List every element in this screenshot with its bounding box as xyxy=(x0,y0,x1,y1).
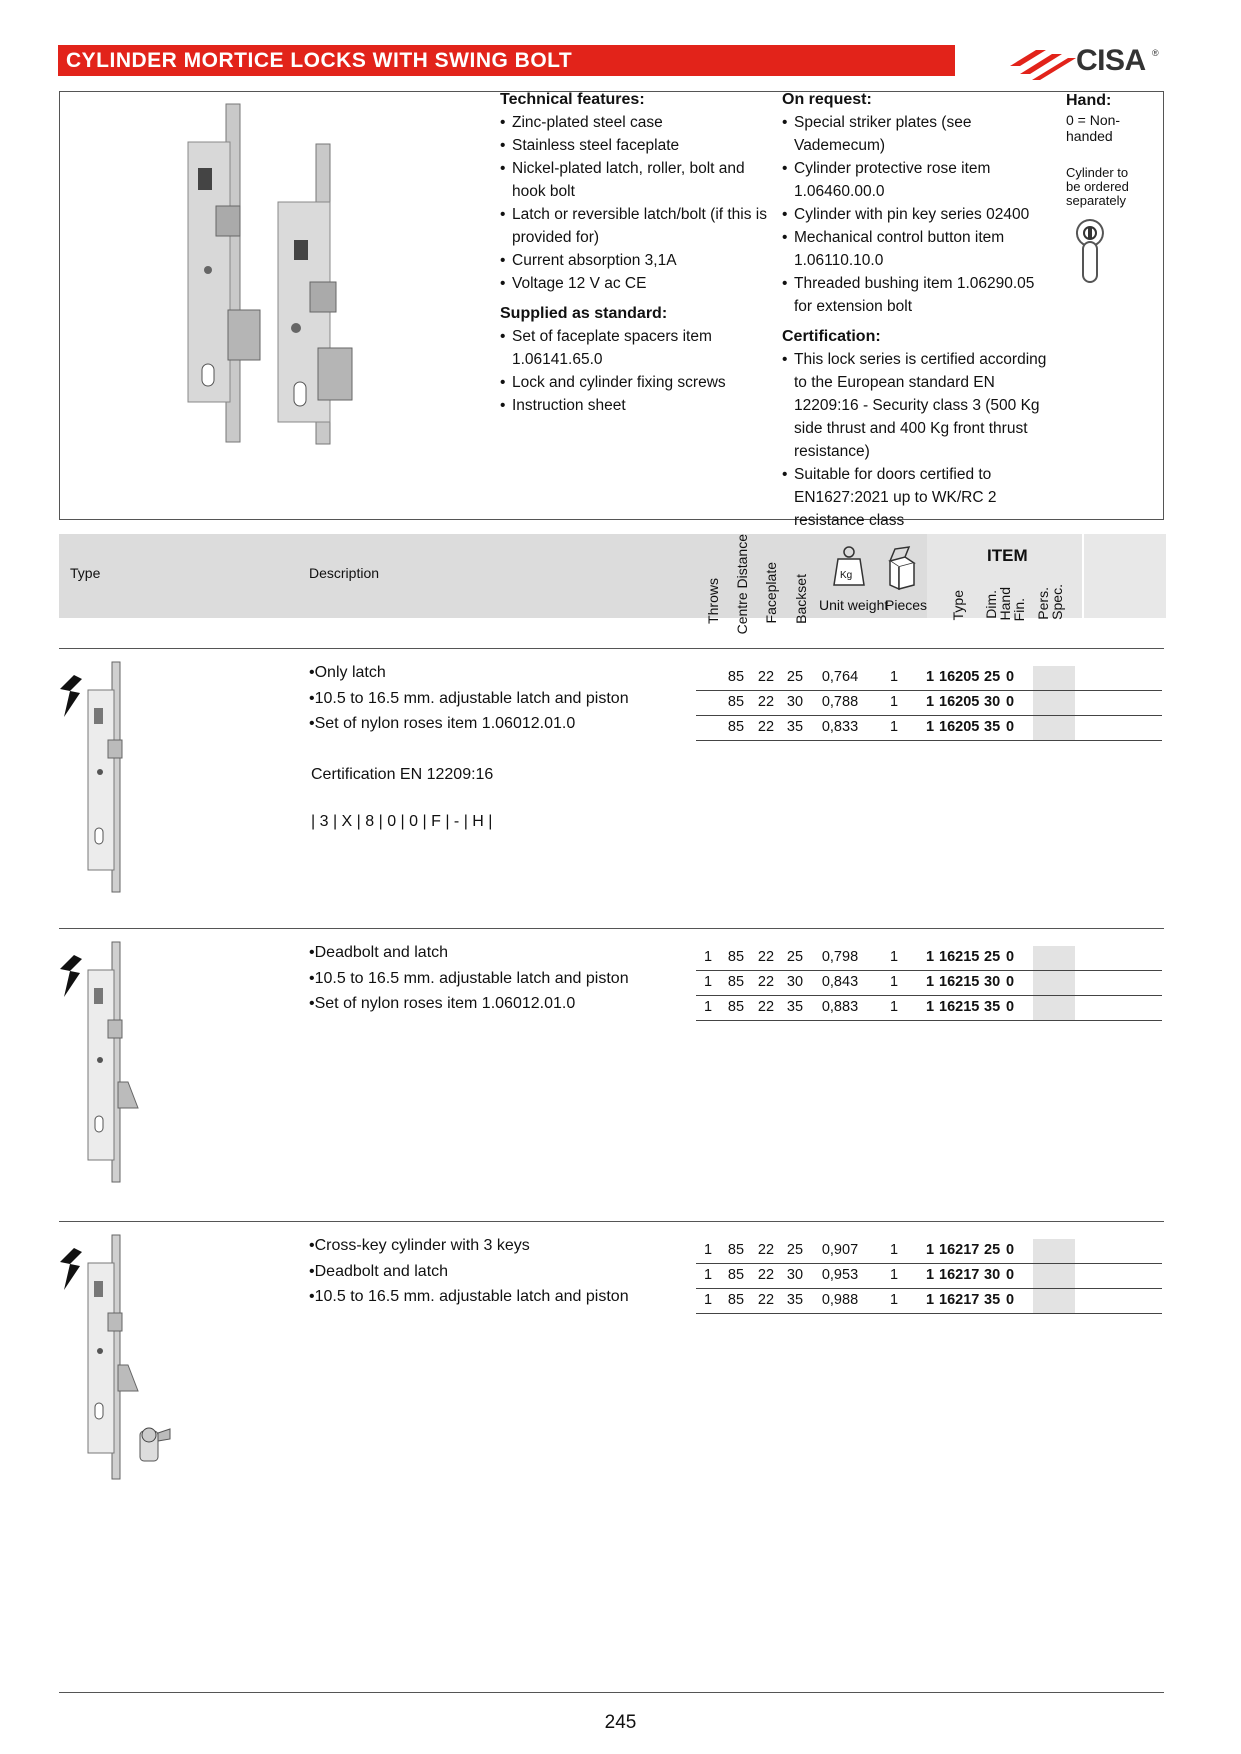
item-fin-cell: 0 xyxy=(1006,949,1015,965)
item-type-cell: 1 xyxy=(926,694,935,710)
faceplate-cell: 22 xyxy=(757,1242,775,1258)
centre-cell: 85 xyxy=(727,949,745,965)
feature-item: • Zinc-plated steel case xyxy=(500,111,770,134)
item-code-cell: 16205 xyxy=(939,669,980,685)
request-item: • Special striker plates (see Vademecum) xyxy=(782,111,1054,157)
throws-cell: 1 xyxy=(703,999,713,1015)
backset-header: Backset xyxy=(793,574,809,624)
item-type-header: Type xyxy=(950,590,966,621)
row-divider xyxy=(696,1263,1162,1264)
weight-cell: 0,883 xyxy=(821,999,859,1015)
product-bullet: • Only latch xyxy=(309,660,709,686)
pieces-cell: 1 xyxy=(889,949,899,965)
product-bullet: • Deadbolt and latch xyxy=(309,1259,709,1285)
item-code-cell: 16215 xyxy=(939,999,980,1015)
item-code-cell: 16217 xyxy=(939,1267,980,1283)
standard-item: • Lock and cylinder fixing screws xyxy=(500,371,770,394)
lock-image-cross-key xyxy=(82,1233,172,1483)
item-type-cell: 1 xyxy=(926,974,935,990)
product-bullet: • Deadbolt and latch xyxy=(309,940,709,966)
lock-image-deadbolt-latch xyxy=(82,940,142,1185)
row-divider xyxy=(696,1288,1162,1289)
centre-cell: 85 xyxy=(727,669,745,685)
item-dim-cell: 35 xyxy=(984,1292,1001,1308)
hand-value: 0 = Non-handed xyxy=(1066,112,1121,144)
pieces-header: Pieces xyxy=(885,597,928,613)
hand-heading: Hand: xyxy=(1066,92,1112,109)
item-code-cell: 16205 xyxy=(939,694,980,710)
description-column-header: Description xyxy=(309,565,380,581)
feature-item: • Stainless steel faceplate xyxy=(500,134,770,157)
item-fin-cell: 0 xyxy=(1006,999,1015,1015)
certification-item: • Suitable for doors certified to EN1627:2021 up to WK/RC 2 resistance class xyxy=(782,463,1054,532)
backset-cell: 35 xyxy=(786,1292,804,1308)
product-bullet: • 10.5 to 16.5 mm. adjustable latch and piston xyxy=(309,1284,709,1310)
item-fin-cell: 0 xyxy=(1006,669,1015,685)
backset-cell: 25 xyxy=(786,669,804,685)
row-divider xyxy=(696,970,1162,971)
logo-text: CISA xyxy=(1076,44,1146,77)
item-extra-header-cell xyxy=(1082,534,1166,618)
gray-cell xyxy=(1033,996,1075,1020)
cylinder-note: Cylinder to be ordered separately xyxy=(1066,165,1129,208)
product-3-description xyxy=(309,1233,709,1310)
throws-cell: 1 xyxy=(703,974,713,990)
feature-item: • Latch or reversible latch/bolt (if this is provided for) xyxy=(500,203,770,249)
gray-cell xyxy=(1033,971,1075,995)
item-dim-cell: 35 xyxy=(984,999,1001,1015)
box-icon xyxy=(887,545,917,589)
item-code-cell: 16205 xyxy=(939,719,980,735)
lock-image-only-latch xyxy=(82,660,122,895)
item-code-cell: 16215 xyxy=(939,949,980,965)
certification-item: • This lock series is certified according to the European standard EN 12209:16 - Security class 3 (500 Kg side thrust and 400 Kg front thrust resistance) xyxy=(782,348,1054,463)
item-fin-cell: 0 xyxy=(1006,974,1015,990)
throws-cell: 1 xyxy=(703,1242,713,1258)
faceplate-cell: 22 xyxy=(757,999,775,1015)
product-bullet: • Cross-key cylinder with 3 keys xyxy=(309,1233,709,1259)
pieces-cell: 1 xyxy=(889,1267,899,1283)
fin-header: Fin. xyxy=(1011,598,1027,622)
dim-header: Dim. xyxy=(983,590,999,619)
faceplate-cell: 22 xyxy=(757,949,775,965)
gray-cell xyxy=(1033,1289,1075,1313)
item-type-cell: 1 xyxy=(926,1292,935,1308)
pieces-cell: 1 xyxy=(889,694,899,710)
centre-cell: 85 xyxy=(727,1292,745,1308)
electric-bolt-icon xyxy=(60,1248,82,1290)
centre-cell: 85 xyxy=(727,1267,745,1283)
footer-divider xyxy=(59,1692,1164,1693)
backset-cell: 30 xyxy=(786,1267,804,1283)
hand-header: Hand xyxy=(997,587,1013,621)
product-bullet: • 10.5 to 16.5 mm. adjustable latch and piston xyxy=(309,686,709,712)
on-request-heading: On request: xyxy=(782,91,872,108)
item-dim-cell: 25 xyxy=(984,669,1001,685)
section-divider xyxy=(59,928,1164,929)
item-code-cell: 16217 xyxy=(939,1292,980,1308)
centre-distance-header: Centre Distance xyxy=(734,534,750,635)
request-item: • Cylinder protective rose item 1.06460.00.0 xyxy=(782,157,1054,203)
product-2-description xyxy=(309,940,709,1017)
weight-cell: 0,788 xyxy=(821,694,859,710)
backset-cell: 25 xyxy=(786,949,804,965)
request-item: • Threaded bushing item 1.06290.05 for extension bolt xyxy=(782,272,1054,318)
gray-cell xyxy=(1033,716,1075,740)
centre-cell: 85 xyxy=(727,999,745,1015)
registered-mark: ® xyxy=(1152,48,1159,58)
pieces-cell: 1 xyxy=(889,719,899,735)
product-1-description xyxy=(309,660,709,835)
gray-cell xyxy=(1033,1264,1075,1288)
backset-cell: 25 xyxy=(786,1242,804,1258)
technical-features-heading: Technical features: xyxy=(500,91,645,108)
item-type-cell: 1 xyxy=(926,669,935,685)
row-divider xyxy=(696,995,1162,996)
faceplate-cell: 22 xyxy=(757,1292,775,1308)
item-code-cell: 16217 xyxy=(939,1242,980,1258)
gray-cell xyxy=(1033,666,1075,690)
throws-header: Throws xyxy=(705,578,721,624)
standard-item: • Instruction sheet xyxy=(500,394,770,417)
item-fin-cell: 0 xyxy=(1006,694,1015,710)
centre-cell: 85 xyxy=(727,974,745,990)
row-divider xyxy=(696,740,1162,741)
faceplate-cell: 22 xyxy=(757,974,775,990)
product-bullet: • Set of nylon roses item 1.06012.01.0 xyxy=(309,991,709,1017)
item-dim-cell: 30 xyxy=(984,1267,1001,1283)
centre-cell: 85 xyxy=(727,1242,745,1258)
feature-item: • Nickel-plated latch, roller, bolt and hook bolt xyxy=(500,157,770,203)
weight-cell: 0,833 xyxy=(821,719,859,735)
electric-bolt-icon xyxy=(60,675,82,717)
spec-header: Spec. xyxy=(1049,584,1065,620)
faceplate-cell: 22 xyxy=(757,719,775,735)
unit-weight-header: Unit weight xyxy=(819,597,889,613)
weight-cell: 0,798 xyxy=(821,949,859,965)
row-divider xyxy=(696,1020,1162,1021)
page-title: CYLINDER MORTICE LOCKS WITH SWING BOLT xyxy=(58,45,955,76)
item-header: ITEM xyxy=(987,546,1028,565)
feature-item: • Current absorption 3,1A xyxy=(500,249,770,272)
pieces-cell: 1 xyxy=(889,999,899,1015)
weight-cell: 0,953 xyxy=(821,1267,859,1283)
pieces-cell: 1 xyxy=(889,1292,899,1308)
cylinder-icon xyxy=(1075,218,1105,286)
gray-cell xyxy=(1033,691,1075,715)
product-bullet: • Set of nylon roses item 1.06012.01.0 xyxy=(309,711,709,737)
item-dim-cell: 25 xyxy=(984,1242,1001,1258)
product-bullet: • 10.5 to 16.5 mm. adjustable latch and piston xyxy=(309,966,709,992)
item-type-cell: 1 xyxy=(926,949,935,965)
section-divider xyxy=(59,1221,1164,1222)
row-divider xyxy=(696,690,1162,691)
feature-item: • Voltage 12 V ac CE xyxy=(500,272,770,295)
request-item: • Mechanical control button item 1.06110.10.0 xyxy=(782,226,1054,272)
certification-code: | 3 | X | 8 | 0 | 0 | F | - | H | xyxy=(311,813,493,830)
backset-cell: 30 xyxy=(786,974,804,990)
hand-column xyxy=(1066,92,1162,208)
centre-cell: 85 xyxy=(727,694,745,710)
kg-label: Kg xyxy=(840,570,853,581)
item-code-cell: 16215 xyxy=(939,974,980,990)
faceplate-header: Faceplate xyxy=(763,562,779,624)
row-divider xyxy=(696,715,1162,716)
item-fin-cell: 0 xyxy=(1006,1242,1015,1258)
weight-cell: 0,764 xyxy=(821,669,859,685)
request-item: • Cylinder with pin key series 02400 xyxy=(782,203,1054,226)
supplied-standard-heading: Supplied as standard: xyxy=(500,305,668,322)
backset-cell: 35 xyxy=(786,999,804,1015)
item-fin-cell: 0 xyxy=(1006,1292,1015,1308)
item-dim-cell: 30 xyxy=(984,974,1001,990)
item-dim-cell: 30 xyxy=(984,694,1001,710)
page-number: 245 xyxy=(604,1712,637,1733)
certification-heading: Certification: xyxy=(782,328,881,345)
weight-cell: 0,988 xyxy=(821,1292,859,1308)
backset-cell: 35 xyxy=(786,719,804,735)
standard-item: • Set of faceplate spacers item 1.06141.65.0 xyxy=(500,325,770,371)
item-dim-cell: 35 xyxy=(984,719,1001,735)
weight-cell: 0,907 xyxy=(821,1242,859,1258)
item-fin-cell: 0 xyxy=(1006,1267,1015,1283)
throws-cell: 1 xyxy=(703,949,713,965)
pieces-cell: 1 xyxy=(889,974,899,990)
gray-cell xyxy=(1033,946,1075,970)
technical-features xyxy=(500,89,770,417)
item-type-cell: 1 xyxy=(926,1242,935,1258)
on-request-column xyxy=(782,89,1054,532)
pieces-cell: 1 xyxy=(889,669,899,685)
faceplate-cell: 22 xyxy=(757,694,775,710)
item-type-cell: 1 xyxy=(926,1267,935,1283)
electric-bolt-icon xyxy=(60,955,82,997)
lock-product-image xyxy=(180,102,380,447)
type-column-header: Type xyxy=(70,565,101,581)
faceplate-cell: 22 xyxy=(757,1267,775,1283)
centre-cell: 85 xyxy=(727,719,745,735)
throws-cell: 1 xyxy=(703,1267,713,1283)
pieces-cell: 1 xyxy=(889,1242,899,1258)
item-dim-cell: 25 xyxy=(984,949,1001,965)
row-divider xyxy=(696,1313,1162,1314)
item-type-cell: 1 xyxy=(926,719,935,735)
section-divider xyxy=(59,648,1164,649)
faceplate-cell: 22 xyxy=(757,669,775,685)
gray-cell xyxy=(1033,1239,1075,1263)
throws-cell: 1 xyxy=(703,1292,713,1308)
item-type-cell: 1 xyxy=(926,999,935,1015)
certification-label: Certification EN 12209:16 xyxy=(311,765,494,783)
backset-cell: 30 xyxy=(786,694,804,710)
weight-cell: 0,843 xyxy=(821,974,859,990)
pers-header: Pers. xyxy=(1035,587,1051,620)
item-fin-cell: 0 xyxy=(1006,719,1015,735)
